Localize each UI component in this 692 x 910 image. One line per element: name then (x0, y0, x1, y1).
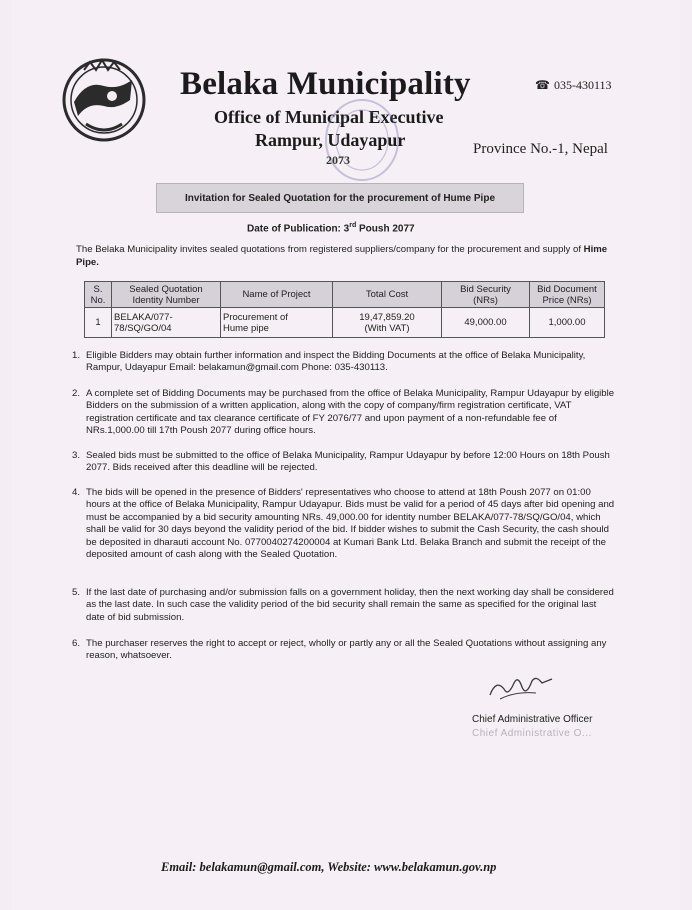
clause-text: Eligible Bidders may obtain further information and inspect the Bidding Documents at the office of Belaka Municipality, Rampur, Udayapur Email: belakamun@gmail.com Phone: 035-430113. (86, 350, 586, 374)
clause-number: 2. (72, 388, 81, 399)
clause-number: 3. (72, 450, 81, 461)
clause-item (72, 638, 617, 663)
quotation-table (84, 281, 605, 338)
cell-identity: BELAKA/077- 78/SQ/GO/04 (112, 308, 221, 338)
clause-item (72, 450, 617, 475)
officer-designation-faint: Chief Administrative O... (472, 728, 592, 739)
office-name: Office of Municipal Executive (214, 107, 444, 127)
table-row (85, 308, 605, 338)
clause-text: Sealed bids must be submitted to the office of Belaka Municipality, Rampur Udayapur by before 12:00 Hours on 18th Poush 2077. Bids received after this deadline will be rejected. (86, 450, 610, 474)
intro-bold: Hime Pipe. (76, 244, 608, 268)
header-project: Name of Project (221, 282, 333, 308)
publication-label: Date of Publication: 3 (247, 223, 350, 235)
table-header-row (85, 282, 605, 308)
publication-date (247, 222, 415, 234)
clause-text: If the last date of purchasing and/or submission falls on a government holiday, then the next working day shall be considered as the last date. In such case the validity period of the bid security shall remain the same as specified for the original last date of bid submission. (86, 587, 614, 623)
established-year: 2073 (326, 153, 350, 167)
clause-item (72, 487, 617, 561)
cell-project: Procurement of Hume pipe (221, 308, 333, 338)
clause-number: 5. (72, 587, 81, 598)
clause-item (72, 587, 617, 624)
cell-security: 49,000.00 (442, 308, 530, 338)
publication-rest: Poush 2077 (356, 223, 415, 235)
clause-text: A complete set of Bidding Documents may be purchased from the office of Belaka Municipality, Rampur Udayapur by eligible Bidders on the submission of a written application, along with the copy of company/firm registration certificate, VAT registration certificate and tax clearance certificate of FY 2076/77 and upon payment of a non-refundable fee of NRs.1,000.00 till 17th Poush 2077 during office hours. (86, 388, 615, 437)
province-label: Province No.-1, Nepal (473, 141, 608, 157)
clause-text: The purchaser reserves the right to accept or reject, wholly or partly any or all the Sealed Quotations without assigning any reason, whatsoever. (86, 638, 607, 662)
office-location: Rampur, Udayapur (255, 130, 406, 150)
publication-sup: rd (349, 222, 357, 229)
clause-item (72, 350, 617, 375)
municipality-name: Belaka Municipality (180, 66, 471, 102)
phone-number (535, 78, 612, 93)
clause-number: 1. (72, 350, 81, 361)
telephone-icon: ☎ (535, 78, 550, 92)
intro-paragraph (76, 243, 616, 269)
header-identity: Sealed Quotation Identity Number (112, 282, 221, 308)
notice-title: Invitation for Sealed Quotation for the procurement of Hume Pipe (156, 183, 524, 213)
clause-item (72, 388, 617, 438)
clause-text: The bids will be opened in the presence of Bidders' representatives who choose to attend at 18th Poush 2077 on 01:00 hours at the office of Belaka Municipality, Rampur Udayapur. Bids must be valid for a period of 45 days after bid opening and must be accompanied by a bid security amounting NRs. 49,000.00 for identity number BELAKA/077-78/SQ/GO/04, which shall be valid for 30 days beyond the validity period of the bid. If bidder wishes to submit the Cash Security, the cash should be deposited in dharauti account No. 0770040274200004 at Kumari Bank Ltd. Belaka Branch and submit the receipt of the deposited amount of cash along with the Sealed Quotation. (86, 487, 615, 561)
intro-text: The Belaka Municipality invites sealed quotations from registered suppliers/company for the procurement and supply of (76, 244, 584, 255)
cell-sno: 1 (85, 308, 112, 338)
clause-number: 4. (72, 487, 81, 498)
header-cost: Total Cost (333, 282, 442, 308)
footer-contact: Email: belakamun@gmail.com, Website: www.belakamun.gov.np (161, 860, 497, 874)
header-doc-price: Bid Document Price (NRs) (530, 282, 605, 308)
signature-icon (486, 669, 556, 703)
municipality-logo-icon (56, 50, 152, 146)
officer-designation: Chief Administrative Officer (472, 714, 593, 725)
header-security: Bid Security (NRs) (442, 282, 530, 308)
cell-doc-price: 1,000.00 (530, 308, 605, 338)
clause-number: 6. (72, 638, 81, 649)
cell-cost: 19,47,859.20 (With VAT) (333, 308, 442, 338)
header-sno: S. No. (85, 282, 112, 308)
phone-value: 035-430113 (553, 78, 612, 92)
